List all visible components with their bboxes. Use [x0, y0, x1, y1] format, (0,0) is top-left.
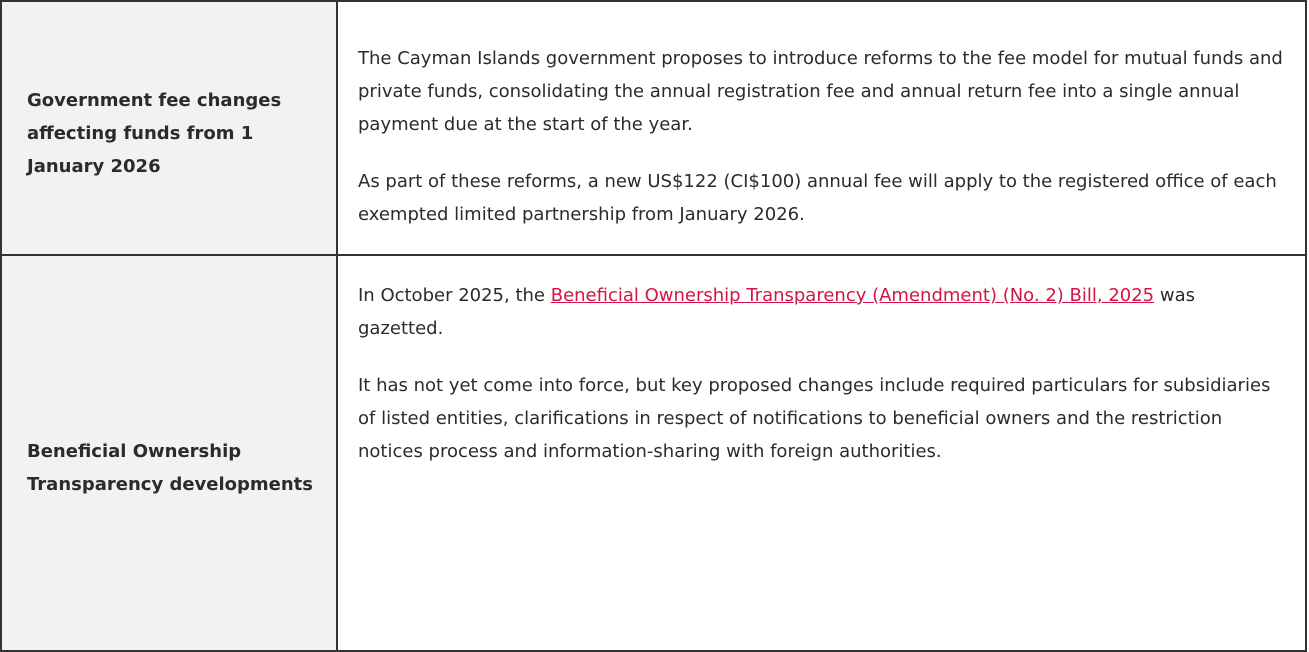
- paragraph-proposed-changes: It has not yet come into force, but key proposed changes include required particulars for subsidiaries of listed entities, clarifications in respect of notifications to beneficial owners and the restriction notices process and information-sharing with foreign authorities.: [358, 375, 1271, 462]
- bill-text-prefix: In October 2025, the: [358, 285, 551, 306]
- content-cell-beneficial-ownership: [337, 255, 1306, 651]
- paragraph-new-annual-fee: As part of these reforms, a new US$122 (CI$100) annual fee will apply to the registered office of each exempted limited partnership from January 2026.: [358, 171, 1277, 225]
- row-heading-fee-changes: Government fee changes affecting funds from 1 January 2026: [27, 89, 282, 177]
- paragraph-bill-gazetted: [358, 279, 1283, 345]
- bill-link[interactable]: Beneficial Ownership Transparency (Amendment) (No. 2) Bill, 2025: [550, 285, 1155, 306]
- table-row-beneficial-ownership: [1, 255, 1306, 651]
- label-cell-beneficial-ownership: [1, 255, 337, 651]
- row-heading-beneficial-ownership: Beneficial Ownership Transparency developments: [27, 441, 314, 495]
- label-cell-fee-changes: [1, 1, 337, 255]
- paragraph-fee-reform: The Cayman Islands government proposes to introduce reforms to the fee model for mutual funds and private funds, consolidating the annual registration fee and annual return fee into a single annual payment due at the start of the year.: [358, 48, 1283, 135]
- content-cell-fee-changes: [337, 1, 1306, 255]
- bill-text-suffix: was gazetted.: [358, 285, 1195, 339]
- table-row-fee-changes: [1, 1, 1306, 255]
